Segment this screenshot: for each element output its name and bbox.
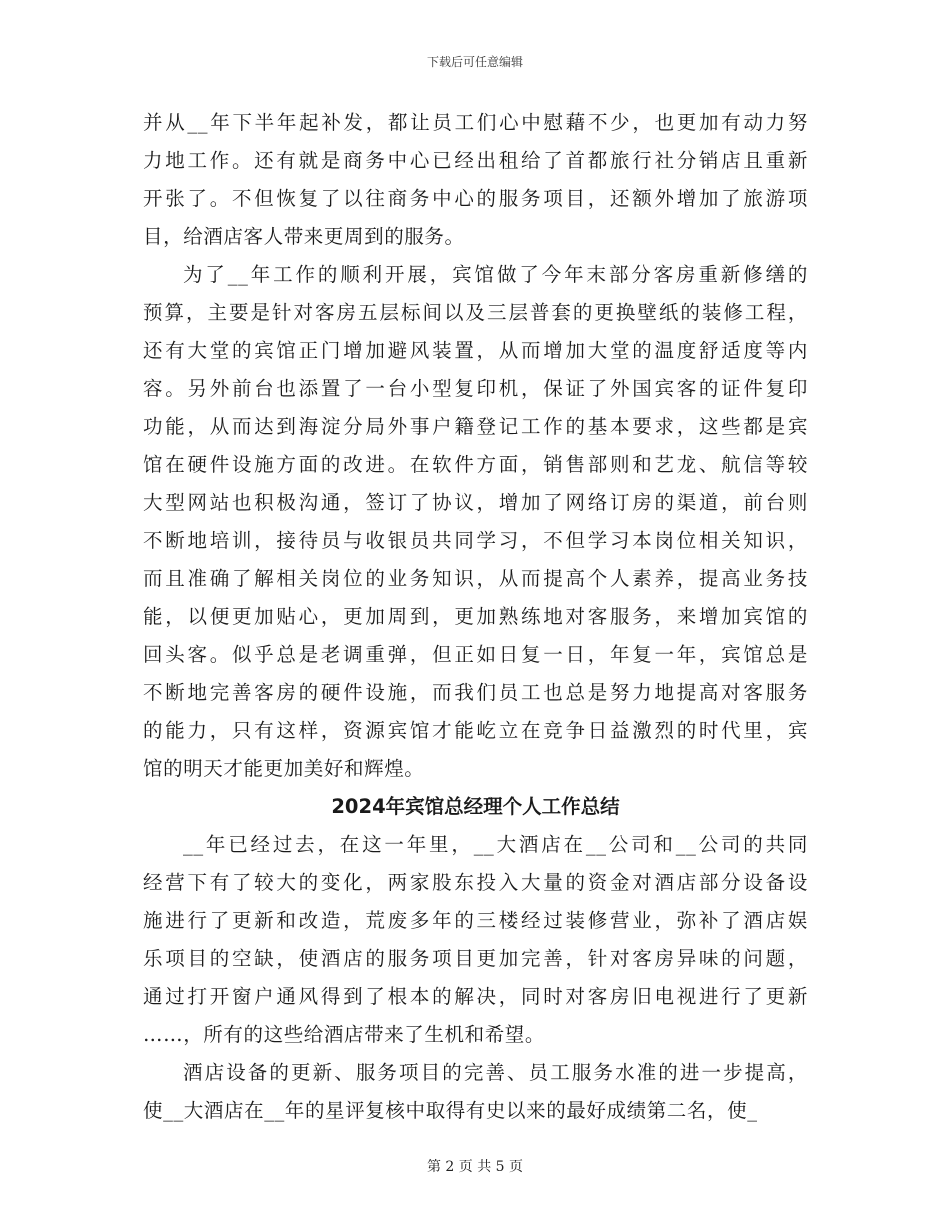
text-line: 而且准确了解相关岗位的业务知识，从而提高个人素养，提高业务技 [143, 567, 808, 590]
text-line: 为了__年工作的顺利开展，宾馆做了今年末部分客房重新修缮的 [183, 263, 808, 286]
text-line: 预算，主要是针对客房五层标间以及三层普套的更换壁纸的装修工程， [143, 301, 808, 324]
text-line: 酒店设备的更新、服务项目的完善、员工服务水准的进一步提高， [183, 1061, 808, 1084]
text-line: 能，以便更加贴心，更加周到，更加熟练地对客服务，来增加宾馆的 [143, 605, 808, 628]
text-line: 大型网站也积极沟通，签订了协议，增加了网络订房的渠道，前台则 [143, 491, 808, 514]
text-line: 并从__年下半年起补发，都让员工们心中慰藉不少，也更加有动力努 [143, 111, 808, 134]
text-line: 力地工作。还有就是商务中心已经出租给了首都旅行社分销店且重新 [143, 149, 808, 172]
text-line: 通过打开窗户通风得到了根本的解决，同时对客房旧电视进行了更新 [143, 985, 808, 1008]
paragraph-3 [143, 826, 808, 1054]
text-line: 目，给酒店客人带来更周到的服务。 [143, 225, 465, 248]
text-line: 还有大堂的宾馆正门增加避风装置，从而增加大堂的温度舒适度等内 [143, 339, 808, 362]
text-line: 施进行了更新和改造，荒废多年的三楼经过装修营业，弥补了酒店娱 [143, 909, 808, 932]
page-header: 下载后可任意编辑 [426, 55, 523, 69]
page-footer: 第 2 页 共 5 页 [426, 1159, 524, 1175]
paragraph-1 [143, 104, 808, 256]
text-line: 回头客。似乎总是老调重弹，但正如日复一日，年复一年，宾馆总是 [143, 643, 808, 666]
text-line: 经营下有了较大的变化，两家股东投入大量的资金对酒店部分设备设 [143, 871, 808, 894]
text-line: 乐项目的空缺，使酒店的服务项目更加完善，针对客房异味的问题， [143, 947, 808, 970]
text-line: 馆在硬件设施方面的改进。在软件方面，销售部则和艺龙、航信等较 [143, 453, 808, 476]
text-line: __年已经过去，在这一年里，__大酒店在__公司和__公司的共同 [183, 833, 808, 856]
text-line: 使__大酒店在__年的星评复核中取得有史以来的最好成绩第二名，使_ [143, 1099, 758, 1122]
document-body [143, 104, 808, 1130]
text-line: 开张了。不但恢复了以往商务中心的服务项目，还额外增加了旅游项 [143, 187, 808, 210]
paragraph-2 [143, 256, 808, 788]
paragraph-4 [143, 1054, 808, 1130]
text-line: ……，所有的这些给酒店带来了生机和希望。 [143, 1023, 546, 1046]
text-line: 馆的明天才能更加美好和辉煌。 [143, 757, 425, 780]
section-title: 2024年宾馆总经理个人工作总结 [331, 795, 620, 818]
text-line: 的能力，只有这样，资源宾馆才能屹立在竞争日益激烈的时代里，宾 [143, 719, 808, 742]
text-line: 不断地完善客房的硬件设施，而我们员工也总是努力地提高对客服务 [143, 681, 808, 704]
text-line: 容。另外前台也添置了一台小型复印机，保证了外国宾客的证件复印 [143, 377, 808, 400]
text-line: 功能，从而达到海淀分局外事户籍登记工作的基本要求，这些都是宾 [143, 415, 808, 438]
text-line: 不断地培训，接待员与收银员共同学习，不但学习本岗位相关知识， [143, 529, 808, 552]
